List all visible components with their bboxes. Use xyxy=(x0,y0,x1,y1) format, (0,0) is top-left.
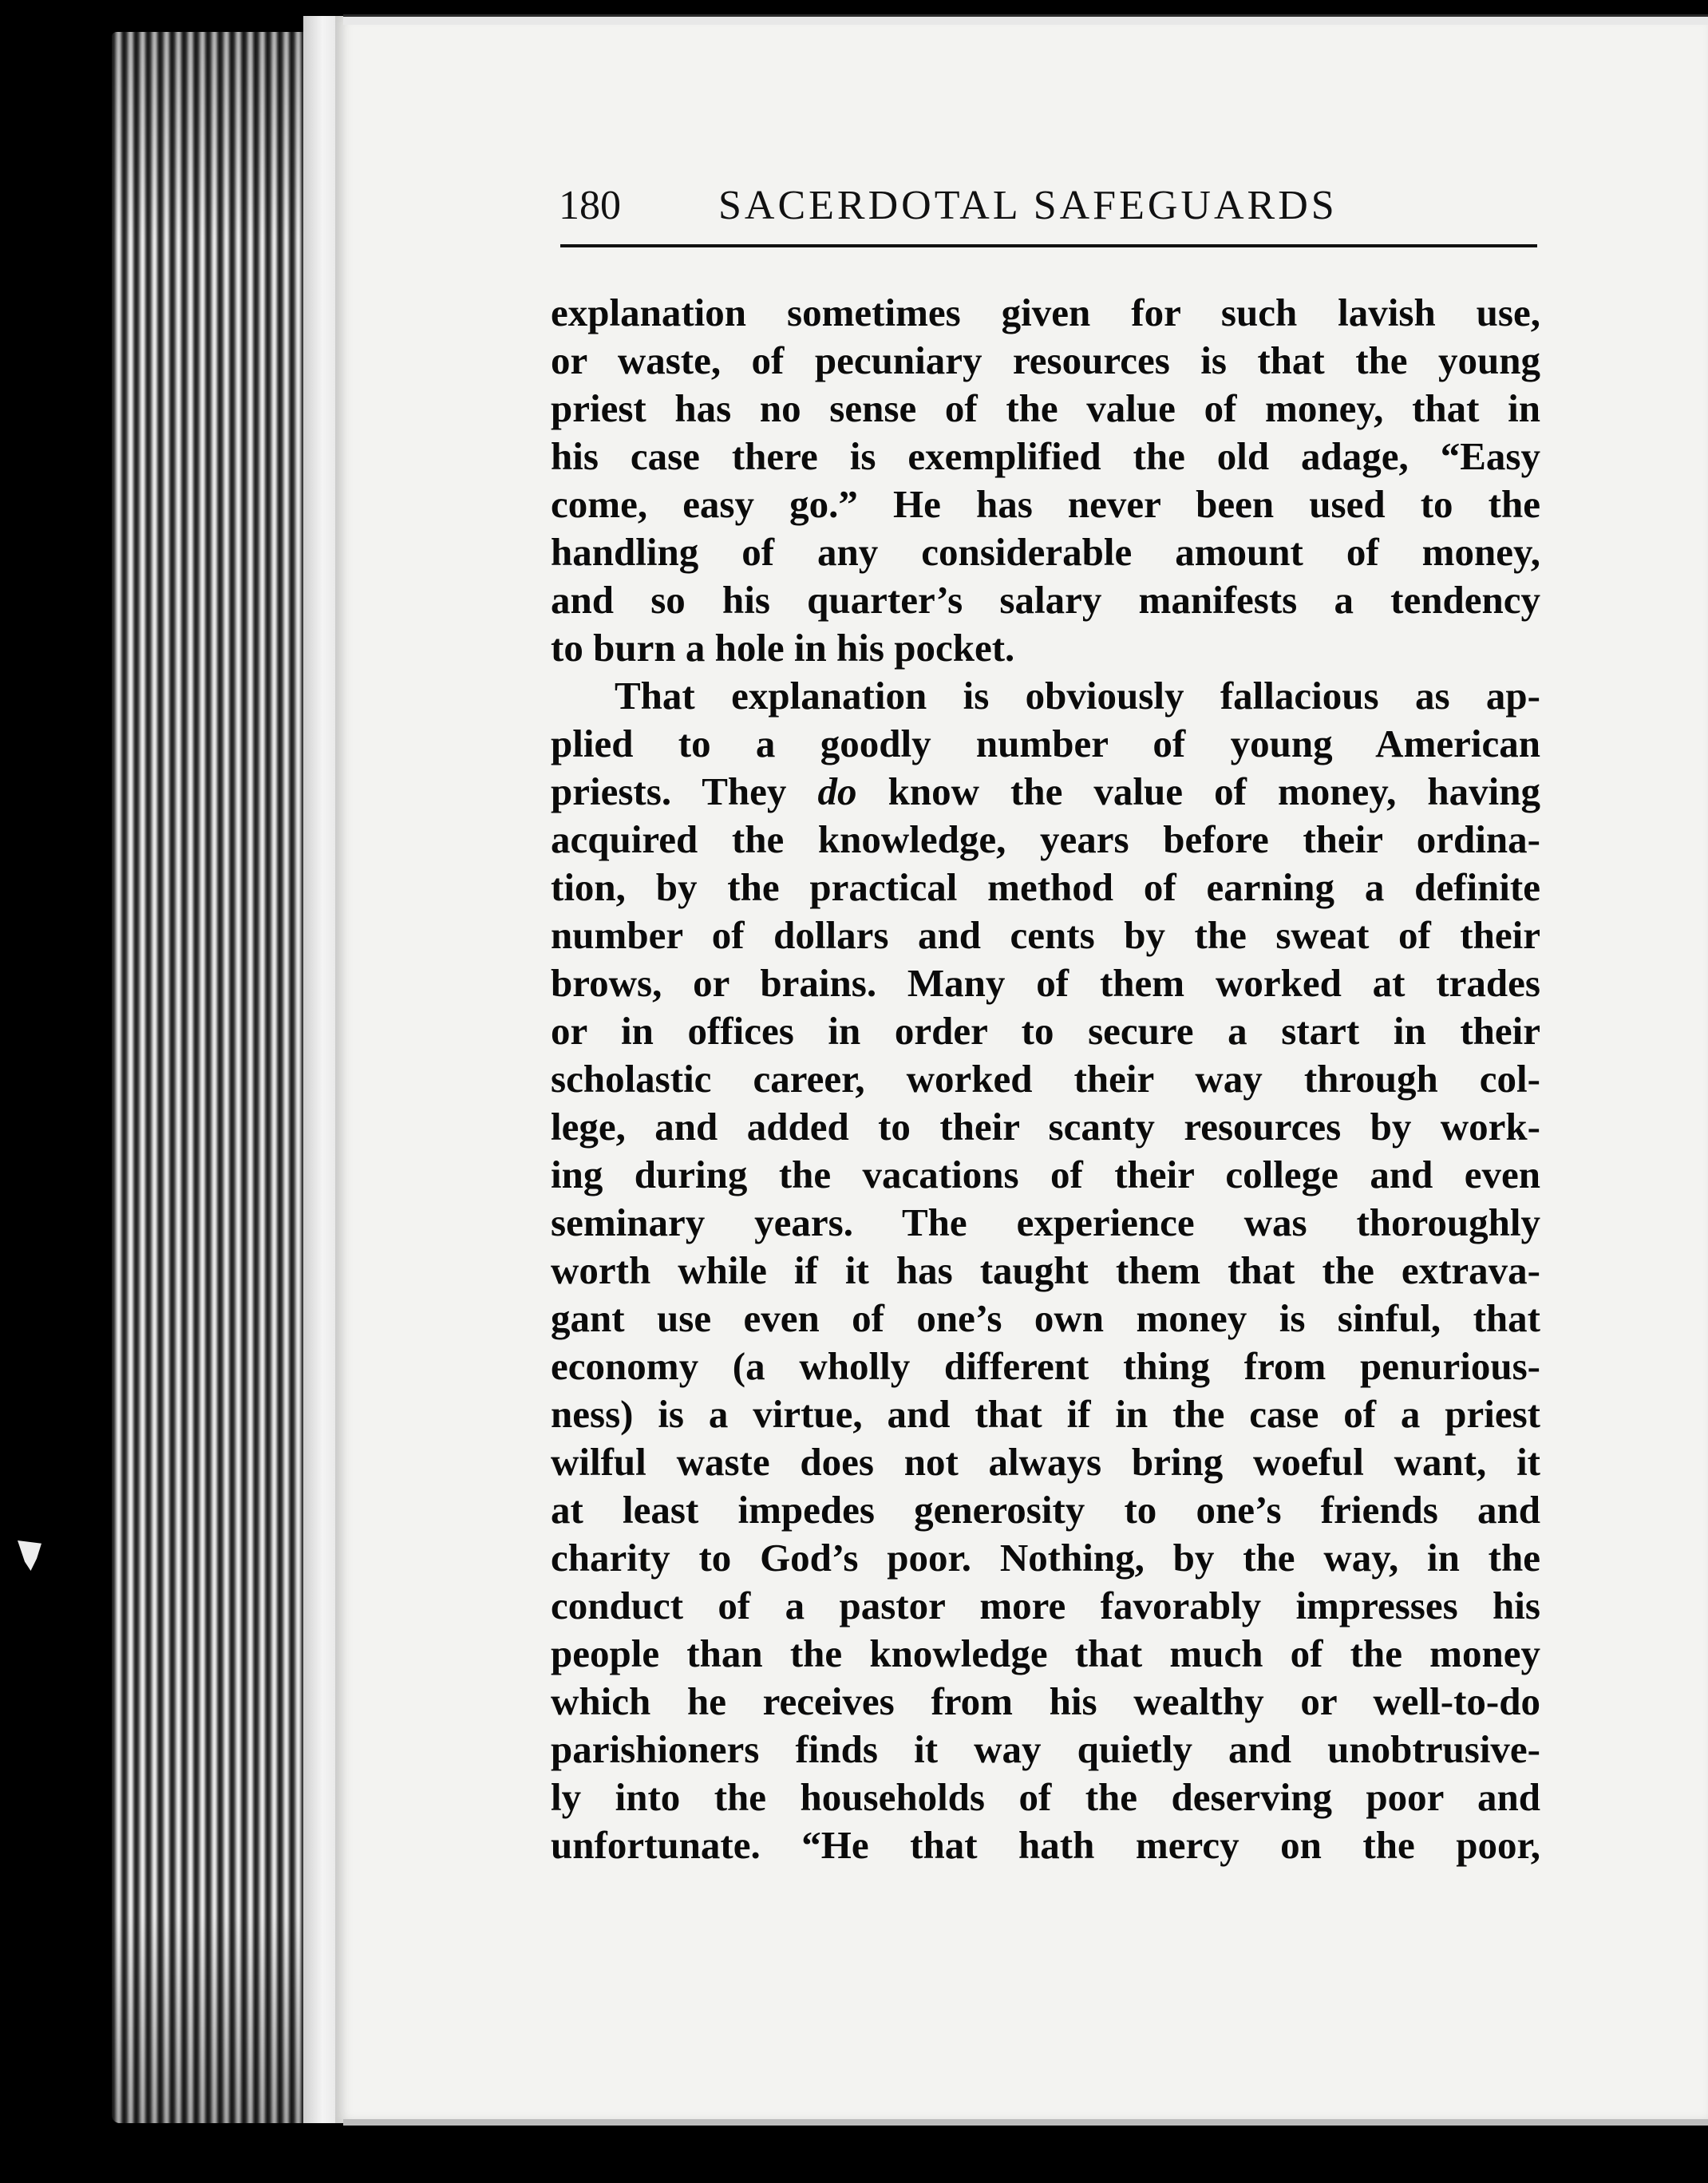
text-line: number of dollars and cents by the sweat of their xyxy=(551,913,1540,957)
text-line: handling of any considerable amount of money, xyxy=(551,530,1540,574)
emphasis-do: do xyxy=(817,769,857,813)
text-line: which he receives from his wealthy or well-to-do xyxy=(551,1679,1540,1723)
text-line: or in offices in order to secure a start in their xyxy=(551,1009,1540,1053)
text-line: brows, or brains. Many of them worked at trades xyxy=(551,961,1540,1005)
text-line: ly into the households of the deserving poor and xyxy=(551,1775,1540,1819)
text-line: economy (a wholly different thing from penurious- xyxy=(551,1344,1540,1388)
text-line: priest has no sense of the value of money, that in xyxy=(551,386,1540,430)
book-spine-shadow xyxy=(303,16,335,2123)
text-line: charity to God’s poor. Nothing, by the way, in the xyxy=(551,1536,1540,1580)
text-line: priests. They do know the value of money, having xyxy=(551,769,1540,813)
text-line: unfortunate. “He that hath mercy on the poor, xyxy=(551,1823,1540,1867)
text-line: people than the knowledge that much of the money xyxy=(551,1631,1540,1675)
text-line: gant use even of one’s own money is sinful, that xyxy=(551,1296,1540,1340)
header-rule xyxy=(560,244,1537,247)
text-line: come, easy go.” He has never been used to the xyxy=(551,482,1540,526)
text-line: That explanation is obviously fallacious as ap- xyxy=(615,674,1540,718)
text-line: scholastic career, worked their way through col- xyxy=(551,1057,1540,1101)
text-line: acquired the knowledge, years before their ordina- xyxy=(551,817,1540,861)
page-number: 180 xyxy=(559,183,621,228)
text-line: or waste, of pecuniary resources is that the young xyxy=(551,338,1540,382)
page-bottom-edge xyxy=(343,2119,1708,2126)
running-title: SACERDOTAL SAFEGUARDS xyxy=(718,183,1338,228)
text-line: plied to a goodly number of young American xyxy=(551,722,1540,765)
text-line: tion, by the practical method of earning a definite xyxy=(551,865,1540,909)
text-line: to burn a hole in his pocket. xyxy=(551,626,1015,670)
text-line: his case there is exemplified the old adage, “Easy xyxy=(551,434,1540,478)
page-top-edge xyxy=(343,14,1708,25)
body-text xyxy=(551,289,1540,1869)
text-line: ing during the vacations of their college and even xyxy=(551,1153,1540,1196)
text-line: seminary years. The experience was thoroughly xyxy=(551,1200,1540,1244)
running-head xyxy=(559,182,1539,238)
text-line: explanation sometimes given for such lavish use, xyxy=(551,291,1540,334)
text-line: lege, and added to their scanty resources by work- xyxy=(551,1105,1540,1149)
text-line: conduct of a pastor more favorably impresses his xyxy=(551,1584,1540,1627)
text-line: ness) is a virtue, and that if in the case of a priest xyxy=(551,1392,1540,1436)
text-line: wilful waste does not always bring woeful want, it xyxy=(551,1440,1540,1484)
text-line: parishioners finds it way quietly and unobtrusive- xyxy=(551,1727,1540,1771)
text-line: at least impedes generosity to one’s friends and xyxy=(551,1488,1540,1532)
text-line: worth while if it has taught them that the extrava- xyxy=(551,1248,1540,1292)
text-line: and so his quarter’s salary manifests a tendency xyxy=(551,578,1540,622)
scan-artifact-mark xyxy=(18,1540,42,1571)
